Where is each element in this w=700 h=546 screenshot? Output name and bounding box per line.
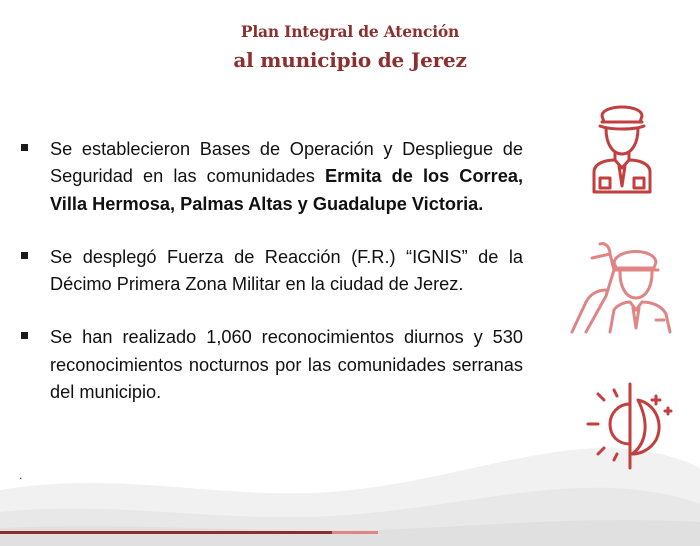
bottom-accent-line-light — [332, 531, 378, 534]
saluting-soldier-icon — [570, 240, 682, 336]
bullet-text-3: Se han realizado 1,060 reconocimientos diurnos y 530 reconocimientos nocturnos por las comunidades serranas del municipio. — [50, 327, 523, 403]
title-line-1: Plan Integral de Atención — [240, 22, 460, 41]
soldier-portrait-icon — [590, 96, 654, 194]
bullet-item-2 — [18, 244, 523, 299]
bullet-item-1 — [18, 136, 523, 218]
bullet-text-1 — [50, 136, 523, 218]
footer-dot: . — [19, 468, 23, 482]
title-line-2: al municipio de Jerez — [233, 48, 467, 72]
bottom-accent-line-dark — [0, 531, 332, 534]
bullet-text-2: Se desplegó Fuerza de Reacción (F.R.) “IGNIS” de la Décimo Primera Zona Militar en la ciudad de Jerez. — [50, 246, 523, 295]
bullet-text-1-bold: Ermita de los Correa, Villa Hermosa, Palmas Altas y Guadalupe Victoria. — [50, 166, 523, 214]
bullet-marker — [21, 332, 28, 339]
bullet-list — [18, 136, 523, 406]
bullet-item-3 — [18, 324, 523, 406]
bullet-marker — [21, 144, 28, 151]
day-night-icon — [584, 382, 678, 470]
bullet-text-1-plain: Se establecieron Bases de Operación y Despliegue de Seguridad en las comunidades — [50, 139, 523, 187]
bullet-marker — [21, 252, 28, 259]
